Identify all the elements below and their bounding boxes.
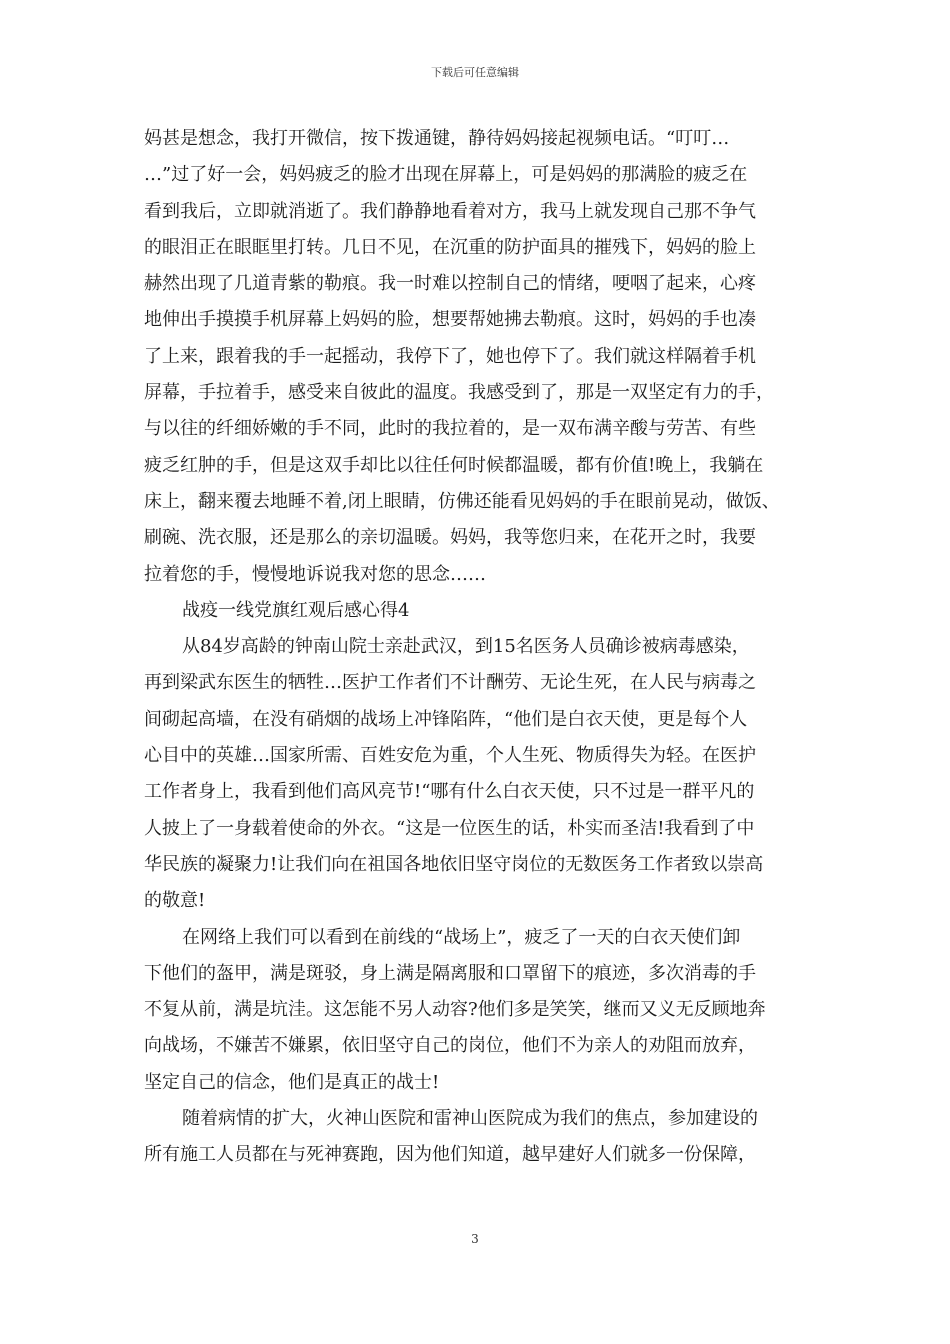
text-line: 华民族的凝聚力!让我们向在祖国各地依旧坚守岗位的无数医务工作者致以崇高 <box>144 853 764 875</box>
text-line: 向战场，不嫌苦不嫌累，依旧坚守自己的岗位，他们不为亲人的劝阻而放弃， <box>144 1035 756 1057</box>
text-line: 心目中的英雄…国家所需、百姓安危为重，个人生死、物质得失为轻。在医护 <box>144 745 756 767</box>
text-line: 所有施工人员都在与死神赛跑，因为他们知道，越早建好人们就多一份保障， <box>144 1144 756 1166</box>
document-body <box>144 121 824 1174</box>
text-line: 的敬意! <box>144 890 206 912</box>
text-line: …”过了好一会，妈妈疲乏的脸才出现在屏幕上，可是妈妈的那满脸的疲乏在 <box>144 164 748 186</box>
text-line: 坚定自己的信念，他们是真正的战士! <box>144 1071 440 1093</box>
text-line: 间砌起高墙，在没有硝烟的战场上冲锋陷阵，“他们是白衣天使，更是每个人 <box>144 708 748 730</box>
text-line: 地伸出手摸摸手机屏幕上妈妈的脸，想要帮她拂去勒痕。这时，妈妈的手也凑 <box>144 309 756 331</box>
paragraph-start-line: 随着病情的扩大，火神山医院和雷神山医院成为我们的焦点，参加建设的 <box>182 1108 758 1130</box>
text-line: 了上来，跟着我的手一起摇动，我停下了，她也停下了。我们就这样隔着手机 <box>144 345 756 367</box>
paragraph-start-line: 从84岁高龄的钟南山院士亲赴武汉，到15名医务人员确诊被病毒感染， <box>182 636 750 658</box>
text-line: 不复从前，满是坑洼。这怎能不另人动容?他们多是笑笑，继而又义无反顾地奔 <box>144 999 766 1021</box>
text-line: 刷碗、洗衣服，还是那么的亲切温暖。妈妈，我等您归来，在花开之时，我要 <box>144 527 756 549</box>
text-line: 妈甚是想念，我打开微信，按下拨通键，静待妈妈接起视频电话。“叮叮… <box>144 128 730 149</box>
text-line: 下他们的盔甲，满是斑驳，身上满是隔离服和口罩留下的痕迹，多次消毒的手 <box>144 962 756 984</box>
section-heading: 战疫一线党旗红观后感心得4 <box>182 599 410 621</box>
text-line: 的眼泪正在眼眶里打转。几日不见，在沉重的防护面具的摧残下，妈妈的脸上 <box>144 236 756 258</box>
text-line: 与以往的纤细娇嫩的手不同，此时的我拉着的，是一双布满辛酸与劳苦、有些 <box>144 418 756 440</box>
text-line: 疲乏红肿的手，但是这双手却比以往任何时候都温暖，都有价值!晚上，我躺在 <box>144 454 764 476</box>
paragraph-start-line: 在网络上我们可以看到在前线的“战场上”，疲乏了一天的白衣天使们卸 <box>182 926 741 948</box>
text-line: 工作者身上，我看到他们高风亮节!“哪有什么白衣天使，只不过是一群平凡的 <box>144 781 755 803</box>
text-line: 赫然出现了几道青紫的勒痕。我一时难以控制自己的情绪，哽咽了起来，心疼 <box>144 273 756 295</box>
text-line: 床上，翻来覆去地睡不着,闭上眼睛，仿佛还能看见妈妈的手在眼前晃动，做饭、 <box>144 490 780 512</box>
page-header-note: 下载后可任意编辑 <box>431 66 519 79</box>
text-line: 人披上了一身载着使命的外衣。“这是一位医生的话，朴实而圣洁!我看到了中 <box>144 817 755 839</box>
text-line: 拉着您的手，慢慢地诉说我对您的思念…… <box>144 563 486 585</box>
page-number: 3 <box>471 1232 479 1246</box>
text-line: 屏幕，手拉着手，感受来自彼此的温度。我感受到了，那是一双坚定有力的手， <box>144 382 774 404</box>
text-line: 看到我后，立即就消逝了。我们静静地看着对方，我马上就发现自己那不争气 <box>144 200 756 222</box>
text-line: 再到梁武东医生的牺牲…医护工作者们不计酬劳、无论生死，在人民与病毒之 <box>144 672 756 694</box>
